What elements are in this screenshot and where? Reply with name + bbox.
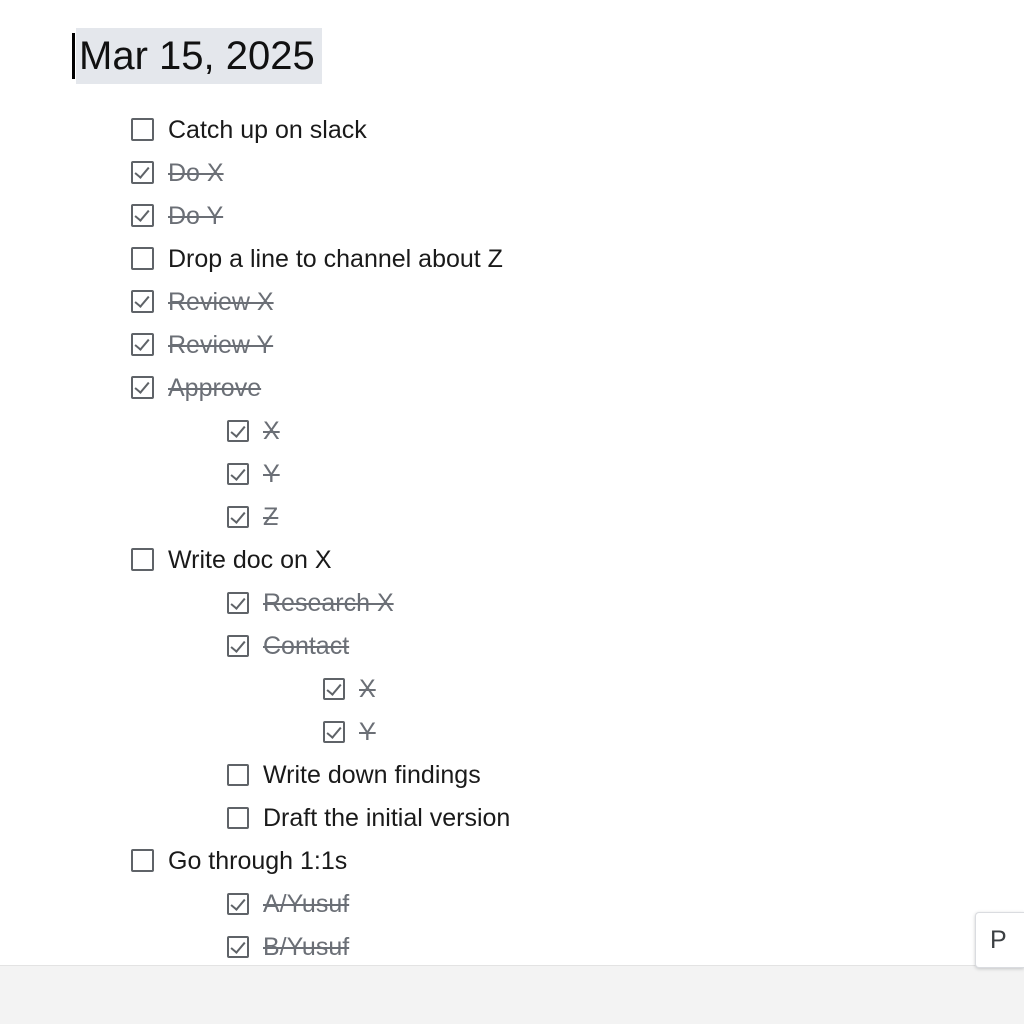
- checklist-item[interactable]: [0, 624, 1024, 667]
- checklist-item-label[interactable]: X: [359, 674, 376, 703]
- checklist-item-label[interactable]: Contact: [263, 631, 350, 660]
- side-panel-chip[interactable]: [975, 912, 1024, 968]
- page-title[interactable]: Mar 15, 2025: [76, 28, 322, 84]
- checklist-item[interactable]: [0, 753, 1024, 796]
- checkbox-unchecked-icon[interactable]: [131, 247, 154, 270]
- bottom-toolbar: [0, 965, 1024, 1024]
- checkbox-unchecked-icon[interactable]: [131, 118, 154, 141]
- checklist-item-label[interactable]: Go through 1:1s: [168, 846, 348, 875]
- checklist-item[interactable]: [0, 882, 1024, 925]
- checklist-item[interactable]: [0, 151, 1024, 194]
- checkbox-checked-icon[interactable]: [131, 333, 154, 356]
- checkbox-checked-icon[interactable]: [323, 678, 345, 700]
- checklist-item-label[interactable]: Write down findings: [263, 760, 481, 789]
- checklist-item-label[interactable]: Catch up on slack: [168, 115, 367, 144]
- checklist-item[interactable]: [0, 839, 1024, 882]
- checklist-item-label[interactable]: Research X: [263, 588, 394, 617]
- checkbox-checked-icon[interactable]: [131, 204, 154, 227]
- checklist-item[interactable]: [0, 452, 1024, 495]
- checklist-item[interactable]: [0, 280, 1024, 323]
- checklist-item-label[interactable]: Approve: [168, 373, 262, 402]
- checklist-item[interactable]: [0, 237, 1024, 280]
- checklist-item-label[interactable]: Y: [263, 459, 280, 488]
- checklist-item-label[interactable]: Y: [359, 717, 376, 746]
- checkbox-checked-icon[interactable]: [227, 893, 249, 915]
- checklist-item-label[interactable]: Write doc on X: [168, 545, 332, 574]
- checklist-item-label[interactable]: Do X: [168, 158, 224, 187]
- checkbox-checked-icon[interactable]: [323, 721, 345, 743]
- checkbox-checked-icon[interactable]: [227, 463, 249, 485]
- checkbox-unchecked-icon[interactable]: [227, 807, 249, 829]
- checklist-item-label[interactable]: Draft the initial version: [263, 803, 511, 832]
- text-cursor: [72, 33, 75, 79]
- checklist-item-label[interactable]: Drop a line to channel about Z: [168, 244, 503, 273]
- checkbox-checked-icon[interactable]: [227, 936, 249, 958]
- checkbox-unchecked-icon[interactable]: [131, 849, 154, 872]
- checklist-item[interactable]: [0, 581, 1024, 624]
- checklist-item[interactable]: [0, 495, 1024, 538]
- checklist-item[interactable]: [0, 538, 1024, 581]
- checklist-item-label[interactable]: Do Y: [168, 201, 224, 230]
- checklist-item[interactable]: [0, 323, 1024, 366]
- checkbox-checked-icon[interactable]: [227, 420, 249, 442]
- side-panel-chip-label: P: [990, 925, 1007, 954]
- checkbox-checked-icon[interactable]: [131, 376, 154, 399]
- checklist-item-label[interactable]: A/Yusuf: [263, 889, 350, 918]
- checkbox-checked-icon[interactable]: [131, 290, 154, 313]
- checkbox-unchecked-icon[interactable]: [227, 764, 249, 786]
- checklist-item-label[interactable]: B/Yusuf: [263, 932, 350, 961]
- checkbox-checked-icon[interactable]: [227, 635, 249, 657]
- checklist-item[interactable]: [0, 667, 1024, 710]
- checklist-item[interactable]: [0, 925, 1024, 968]
- checkbox-checked-icon[interactable]: [131, 161, 154, 184]
- checklist-item[interactable]: [0, 710, 1024, 753]
- checkbox-checked-icon[interactable]: [227, 506, 249, 528]
- checklist-item[interactable]: [0, 108, 1024, 151]
- document-title-row[interactable]: [72, 28, 322, 84]
- checklist-item-label[interactable]: Review X: [168, 287, 274, 316]
- checklist-item-label[interactable]: X: [263, 416, 280, 445]
- checkbox-checked-icon[interactable]: [227, 592, 249, 614]
- checklist-item-label[interactable]: Z: [263, 502, 279, 531]
- checklist-item[interactable]: [0, 194, 1024, 237]
- checklist-item[interactable]: [0, 796, 1024, 839]
- checklist-item[interactable]: [0, 366, 1024, 409]
- checkbox-unchecked-icon[interactable]: [131, 548, 154, 571]
- checklist: [0, 108, 1024, 1011]
- checklist-item[interactable]: [0, 409, 1024, 452]
- checklist-item-label[interactable]: Review Y: [168, 330, 274, 359]
